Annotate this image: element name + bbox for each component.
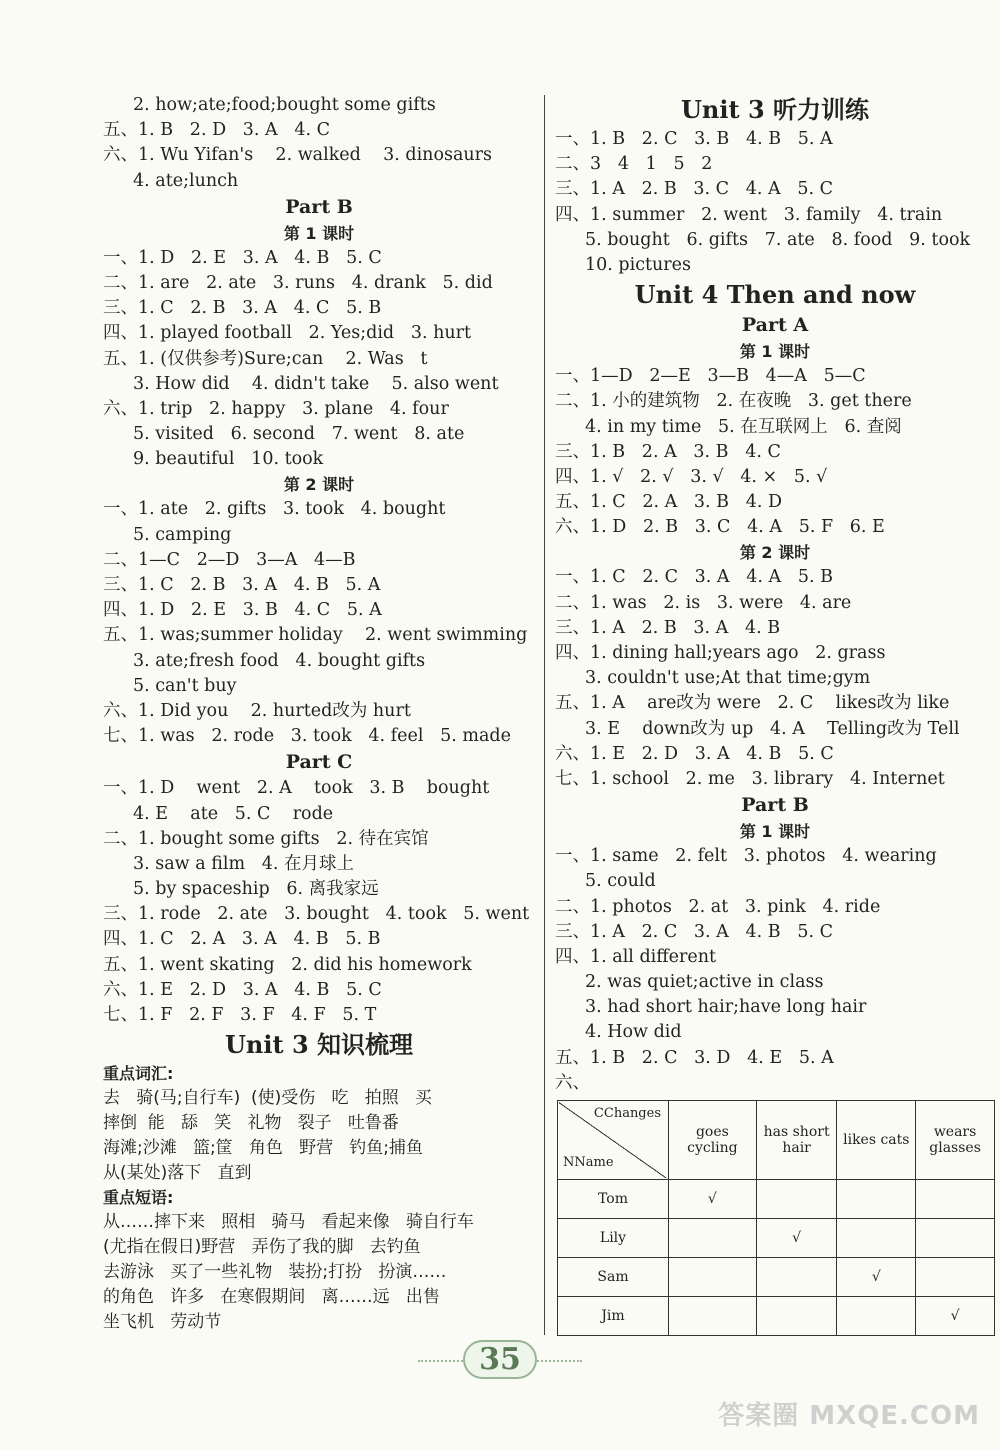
table-cell: [837, 1297, 916, 1336]
answer-line: 七、1. F 2. F 3. F 4. F 5. T: [103, 1005, 377, 1025]
answer-line: 七、1. school 2. me 3. library 4. Internet: [555, 768, 945, 789]
answer-line: 四、1. summer 2. went 3. family 4. train: [555, 204, 943, 225]
vocab-line: (尤指在假日)野营 弄伤了我的脚 去钓鱼: [103, 1237, 421, 1258]
table-cell: [837, 1180, 916, 1219]
answer-line: 六、1. D 2. B 3. C 4. A 5. F 6. E: [555, 517, 885, 538]
page-number-text: 35: [463, 1340, 537, 1379]
table-row-name: Sam: [558, 1258, 669, 1297]
answer-line: 三、1. A 2. B 3. C 4. A 5. C: [555, 179, 833, 200]
answer-line: 四、1. D 2. E 3. B 4. C 5. A: [103, 600, 382, 621]
table-row: [558, 1258, 995, 1297]
right-column: [555, 93, 995, 1336]
table-row: [558, 1297, 995, 1336]
answer-line: 六、1. Did you 2. hurted改为 hurt: [103, 700, 411, 721]
left-column: [103, 93, 535, 1335]
answer-line: 一、1. D 2. E 3. A 4. B 5. C: [103, 247, 382, 268]
vocab-line: 从(某处)落下 直到: [103, 1163, 252, 1184]
part-heading: Part B: [285, 195, 353, 218]
vocab-line: 从……摔下来 照相 骑马 看起来像 骑自行车: [103, 1212, 474, 1233]
table-cell: [756, 1297, 837, 1336]
answer-line: 4. E ate 5. C rode: [133, 803, 334, 824]
answer-line: 四、1. all different: [555, 946, 717, 967]
lesson-heading: 第 2 课时: [739, 543, 811, 563]
unit-heading: Unit 3 知识梳理: [225, 1030, 413, 1060]
table-header: goes cycling: [669, 1101, 757, 1180]
answer-line: 五、1. went skating 2. did his homework: [103, 954, 472, 975]
answer-line: 一、1. C 2. C 3. A 4. A 5. B: [555, 567, 833, 588]
table-row: [558, 1219, 995, 1258]
answer-line: 三、1. C 2. B 3. A 4. C 5. B: [103, 298, 382, 319]
table-header: has short hair: [756, 1101, 837, 1180]
answer-line: 五、1. B 2. D 3. A 4. C: [103, 120, 331, 141]
answer-line: 5. bought 6. gifts 7. ate 8. food 9. took: [585, 229, 971, 250]
answer-line: 三、1. A 2. C 3. A 4. B 5. C: [555, 921, 833, 942]
vocab-line: 摔倒 能 舔 笑 礼物 裂子 吐鲁番: [103, 1113, 399, 1134]
page-number: [0, 1340, 1000, 1379]
answer-line: 二、1. are 2. ate 3. runs 4. drank 5. did: [103, 272, 493, 293]
answer-line: 二、1—C 2—D 3—A 4—B: [103, 549, 356, 570]
table-cell: [669, 1297, 757, 1336]
answer-line: 二、3 4 1 5 2: [555, 154, 713, 175]
answer-line: 5. visited 6. second 7. went 8. ate: [133, 424, 465, 445]
lesson-heading: 第 1 课时: [739, 822, 811, 842]
column-divider: [544, 95, 545, 1335]
answer-line: 二、1. was 2. is 3. were 4. are: [555, 592, 852, 613]
answer-line: 七、1. was 2. rode 3. took 4. feel 5. made: [103, 726, 511, 747]
table-header: wears glasses: [916, 1101, 995, 1180]
answer-line: 六、1. E 2. D 3. A 4. B 5. C: [555, 743, 834, 764]
answer-line: 3. ate;fresh food 4. bought gifts: [133, 650, 426, 671]
table-cell: [669, 1219, 757, 1258]
answer-line: 2. how;ate;food;bought some gifts: [133, 95, 436, 115]
answer-line: 10. pictures: [585, 254, 691, 275]
answer-line: 一、1. ate 2. gifts 3. took 4. bought: [103, 499, 446, 520]
answer-line: 五、1. C 2. A 3. B 4. D: [555, 492, 783, 513]
answer-line: 四、1. dining hall;years ago 2. grass: [555, 643, 886, 663]
table-corner-bottom: NName: [563, 1155, 614, 1170]
table-row-name: Tom: [558, 1180, 669, 1219]
table-cell: √: [756, 1219, 837, 1258]
table-row-name: Jim: [558, 1297, 669, 1336]
unit-heading: Unit 4 Then and now: [634, 280, 916, 310]
answer-line: 四、1. C 2. A 3. A 4. B 5. B: [103, 929, 381, 950]
part-heading: Part C: [285, 751, 353, 774]
table-cell: [916, 1258, 995, 1297]
answer-line: 5. could: [585, 871, 656, 892]
answer-line: 六、: [555, 1072, 590, 1093]
table-cell: √: [669, 1180, 757, 1219]
answer-line: 五、1. A are改为 were 2. C likes改为 like: [555, 693, 950, 714]
vocab-line: 坐飞机 劳动节: [103, 1312, 222, 1333]
answer-line: 四、1. played football 2. Yes;did 3. hurt: [103, 323, 472, 344]
answer-line: 一、1. same 2. felt 3. photos 4. wearing: [555, 846, 937, 867]
section-title: 重点词汇:: [103, 1064, 174, 1084]
answer-line: 六、1. Wu Yifan's 2. walked 3. dinosaurs: [103, 145, 493, 166]
table-row-name: Lily: [558, 1219, 669, 1258]
answer-line: 三、1. C 2. B 3. A 4. B 5. A: [103, 575, 381, 595]
part-heading: Part B: [741, 794, 809, 817]
answer-line: 三、1. B 2. A 3. B 4. C: [555, 441, 781, 462]
table-cell: [916, 1219, 995, 1258]
answer-line: 一、1. D went 2. A took 3. B bought: [103, 778, 490, 799]
answer-line: 3. How did 4. didn't take 5. also went: [133, 373, 499, 394]
table-cell: [756, 1180, 837, 1219]
table-corner-top: CChanges: [593, 1106, 661, 1121]
answer-line: 二、1. photos 2. at 3. pink 4. ride: [555, 896, 881, 917]
table-cell: [837, 1219, 916, 1258]
answer-line: 五、1. was;summer holiday 2. went swimming: [103, 625, 528, 646]
right-answer-lines: [555, 93, 995, 1096]
answer-line: 五、1. (仅供参考)Sure;can 2. Was t: [103, 348, 428, 369]
answer-line: 4. How did: [585, 1022, 682, 1043]
answer-line: 5. by spaceship 6. 离我家远: [133, 879, 379, 900]
lesson-heading: 第 2 课时: [283, 475, 355, 495]
answer-line: 3. had short hair;have long hair: [585, 997, 867, 1018]
answer-line: 一、1. B 2. C 3. B 4. B 5. A: [555, 129, 833, 149]
answer-line: 三、1. rode 2. ate 3. bought 4. took 5. went: [103, 904, 530, 925]
vocab-line: 海滩;沙滩 篮;筐 角色 野营 钓鱼;捕鱼: [103, 1138, 424, 1159]
answer-line: 5. can't buy: [133, 675, 237, 696]
watermark-logo: 答案圈 MXQE.COM: [718, 1401, 980, 1431]
table-cell: [669, 1258, 757, 1297]
answer-line: 一、1—D 2—E 3—B 4—A 5—C: [555, 366, 866, 387]
unit-heading: Unit 3 听力训练: [681, 95, 869, 124]
table-cell: √: [916, 1297, 995, 1336]
part-heading: Part A: [741, 314, 809, 337]
answer-line: 9. beautiful 10. took: [133, 449, 324, 470]
answer-line: 二、1. bought some gifts 2. 待在宾馆: [103, 828, 429, 849]
table-cell: [916, 1180, 995, 1219]
answer-line: 四、1. √ 2. √ 3. √ 4. × 5. √: [555, 466, 828, 487]
answer-line: 三、1. A 2. B 3. A 4. B: [555, 617, 781, 638]
answer-line: 3. saw a film 4. 在月球上: [133, 853, 355, 874]
table-corner-cell: [558, 1101, 669, 1180]
answer-line: 4. ate;lunch: [133, 170, 239, 191]
answer-line: 3. couldn't use;At that time;gym: [585, 668, 871, 689]
answer-line: 3. E down改为 up 4. A Telling改为 Tell: [585, 718, 960, 739]
answer-line: 六、1. E 2. D 3. A 4. B 5. C: [103, 979, 382, 1000]
answer-line: 4. in my time 5. 在互联网上 6. 查阅: [585, 416, 902, 437]
table-header: likes cats: [837, 1101, 916, 1180]
vocab-line: 去游泳 买了一些礼物 装扮;打扮 扮演……: [103, 1262, 447, 1283]
table-cell: [756, 1258, 837, 1297]
table-cell: √: [837, 1258, 916, 1297]
answer-line: 二、1. 小的建筑物 2. 在夜晚 3. get there: [555, 391, 912, 412]
lesson-heading: 第 1 课时: [739, 342, 811, 362]
answer-table: [557, 1100, 995, 1336]
answer-line: 2. was quiet;active in class: [585, 972, 824, 993]
vocab-line: 的角色 许多 在寒假期间 离……远 出售: [103, 1287, 440, 1308]
section-title: 重点短语:: [103, 1188, 174, 1208]
lesson-heading: 第 1 课时: [283, 223, 355, 243]
answer-line: 5. camping: [133, 524, 232, 545]
answer-line: 六、1. trip 2. happy 3. plane 4. four: [103, 398, 449, 419]
vocab-line: 去 骑(马;自行车) (使)受伤 吃 拍照 买: [103, 1088, 432, 1109]
table-row: [558, 1180, 995, 1219]
answer-line: 五、1. B 2. C 3. D 4. E 5. A: [555, 1047, 834, 1068]
